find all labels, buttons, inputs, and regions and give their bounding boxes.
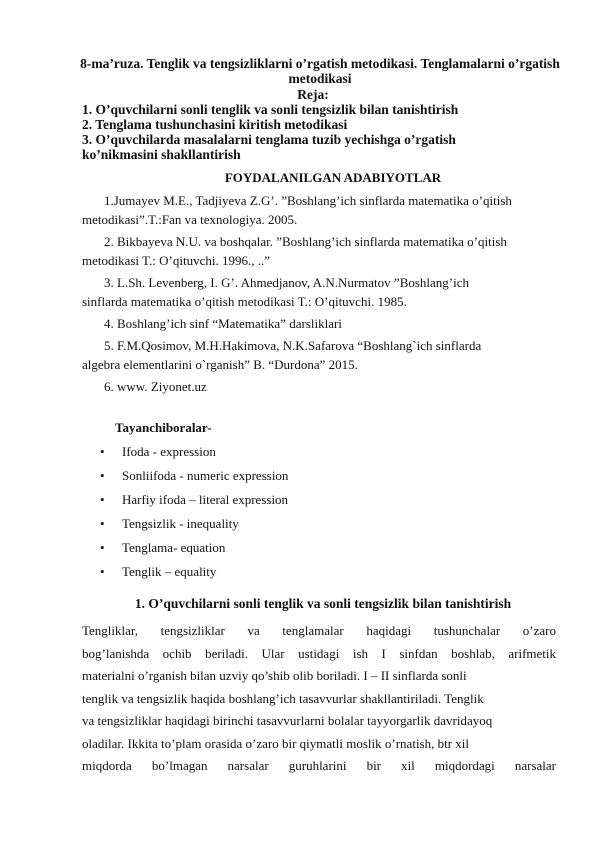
term-text: Tengsizlik - inequality — [122, 516, 239, 531]
reference-line: metodikasi T.: O’qituvchi. 1996., ..” — [82, 253, 270, 268]
section-heading: 1. O’quvchilarni sonli tenglik va sonli tengsizlik bilan tanishtirish — [134, 596, 512, 611]
body-line: bog’lanishda ochib beriladi. Ular ustidagi ish I sinfdan boshlab, arifmetik — [82, 645, 556, 661]
bullet-icon: • — [100, 564, 105, 579]
reference-line: 6. www. Ziyonet.uz — [104, 379, 207, 394]
key-terms-heading: Tayanchiboralar- — [115, 420, 212, 435]
reference-item — [82, 232, 514, 270]
plan-item: 2. Tenglama tushunchasini kiritish metodikasi — [82, 117, 348, 132]
reference-item — [82, 273, 514, 311]
body-line: tenglik va tengsizlik haqida boshlang’ich tasavvurlar shakllantiriladi. Tenglik — [82, 690, 484, 706]
lecture-title: 8-ma’ruza. Tenglik va tengsizliklarni o’rgatish metodikasi. Tenglamalarni o’rgatish metodikasi — [80, 56, 560, 86]
reference-line: 4. Boshlang’ich sinf “Matematika” darsliklari — [104, 316, 342, 331]
term-item — [100, 560, 400, 584]
bullet-icon: • — [100, 492, 105, 507]
term-item — [100, 440, 400, 464]
plan-list — [82, 102, 512, 162]
reference-item — [82, 314, 514, 333]
term-text: Tenglama- equation — [122, 540, 226, 555]
term-text: Ifoda - expression — [122, 444, 216, 459]
plan-item: ko’nikmasini shakllantirish — [82, 147, 241, 162]
body-line: materialni o’rganish bilan uzviy qo’shib olib boriladi. I – II sinflarda sonli — [82, 668, 467, 683]
reference-item — [82, 336, 514, 374]
body-line: Tengliklar, tengsizliklar va tenglamalar haqidagi tushunchalar o’zaro — [82, 623, 556, 638]
term-item — [100, 512, 400, 536]
bullet-icon: • — [100, 540, 105, 555]
plan-item: 1. O’quvchilarni sonli tenglik va sonli tengsizlik bilan tanishtirish — [82, 102, 459, 117]
term-text: Harfiy ifoda – literal expression — [122, 492, 289, 507]
bullet-icon: • — [100, 516, 105, 531]
term-item — [100, 536, 400, 560]
reference-item — [82, 377, 514, 396]
literature-heading: FOYDALANILGAN ADABIYOTLAR — [224, 170, 442, 185]
body-text — [82, 620, 556, 778]
plan-heading: Reja: — [297, 87, 329, 102]
reference-line: metodikasi”.T.:Fan va texnologiya. 2005. — [82, 212, 298, 227]
body-line: va tengsizliklar haqidagi birinchi tasavvurlarni bolalar tayyorgarlik davridayoq — [82, 713, 493, 728]
reference-item — [82, 191, 514, 229]
term-item — [100, 464, 400, 488]
reference-line: sinflarda matematika o’qitish metodikasi T.: O’qituvchi. 1985. — [82, 294, 407, 309]
bullet-icon: • — [100, 468, 105, 483]
reference-line: 1.Jumayev M.E., Tadjiyeva Z.G’. ”Boshlang’ich sinflarda matematika o’qitish — [104, 193, 512, 208]
term-item — [100, 488, 400, 512]
term-text: Tenglik – equality — [122, 564, 217, 579]
key-terms-list — [100, 440, 400, 584]
reference-line: algebra elementlarini o`rganish” B. “Durdona” 2015. — [82, 357, 358, 372]
body-line: oladilar. Ikkita to’plam orasida o’zaro bir qiymatli moslik o’rnatish, btr xil — [82, 735, 470, 751]
reference-line: 2. Bikbayeva N.U. va boshqalar. ”Boshlang’ich sinflarda matematika o’qitish — [104, 234, 507, 249]
bullet-icon: • — [100, 444, 105, 459]
references-list — [82, 191, 514, 399]
reference-line: 5. F.M.Qosimov, M.H.Hakimova, N.K.Safarova “Boshlang`ich sinflarda — [104, 338, 482, 353]
plan-item: 3. O’quvchilarda masalalarni tenglama tuzib yechishga o’rgatish — [82, 132, 456, 147]
reference-line: 3. L.Sh. Levenberg, I. G’. Ahmedjanov, A.N.Nurmatov ”Boshlang’ich — [104, 275, 470, 290]
term-text: Sonliifoda - numeric expression — [122, 468, 289, 483]
body-line: miqdorda bo’lmagan narsalar guruhlarini bir xil miqdordagi narsalar — [82, 758, 556, 773]
